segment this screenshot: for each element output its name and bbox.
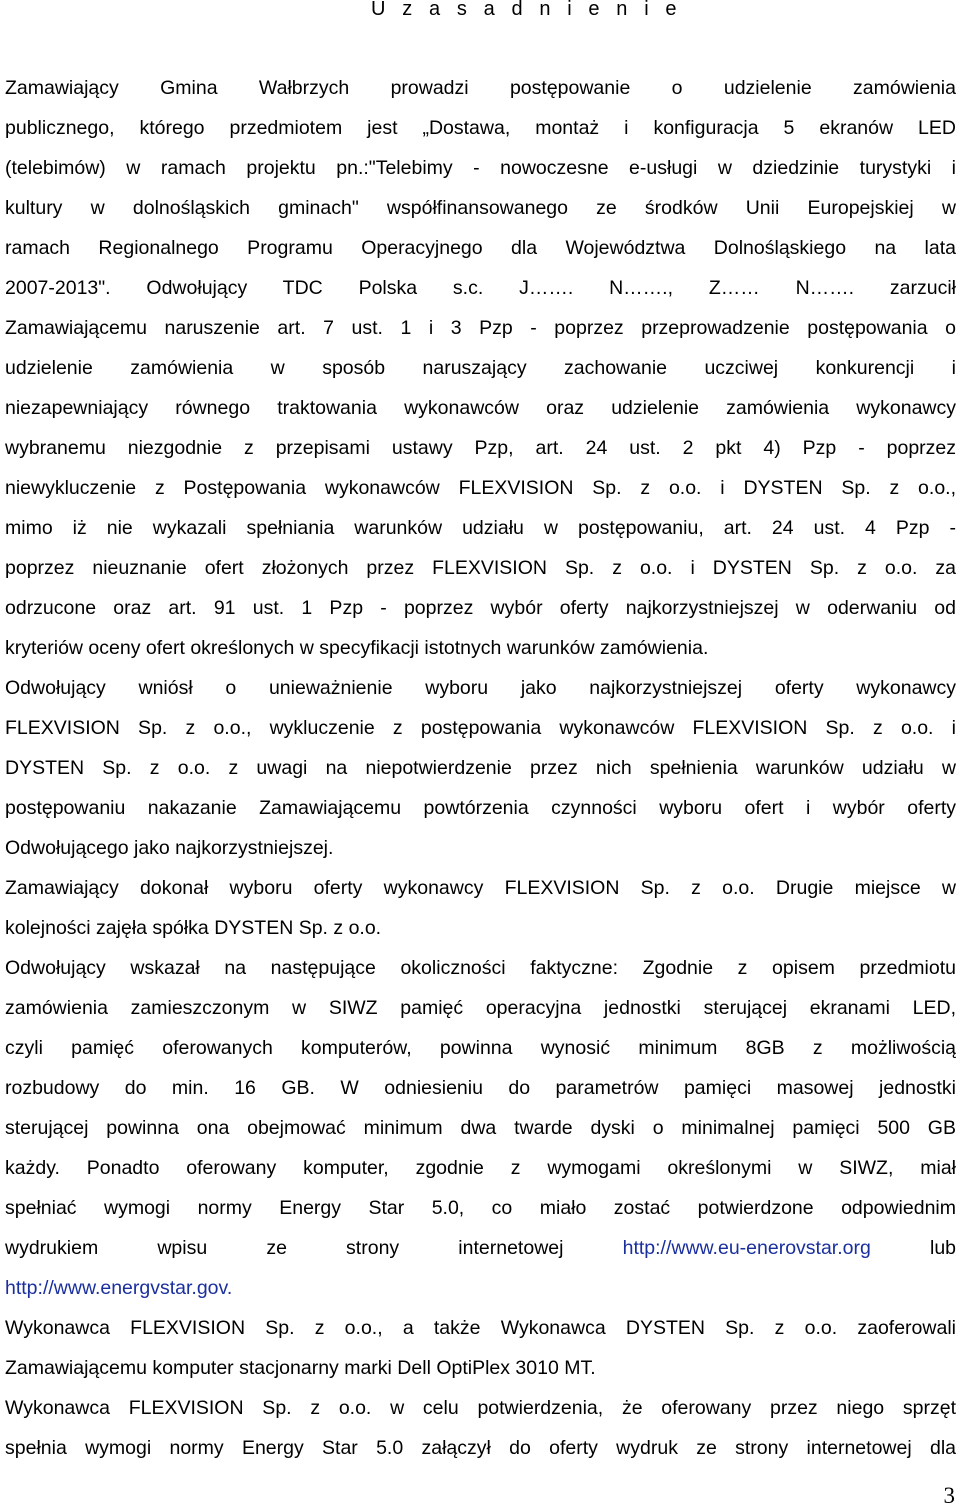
paragraph-line: spełniać wymogi normy Energy Star 5.0, co miało zostać potwierdzone odpowiednim bbox=[5, 1197, 956, 1219]
paragraph-line: rozbudowy do min. 16 GB. W odniesieniu do parametrów pamięci masowej jednostki bbox=[5, 1077, 956, 1099]
paragraph-line: Odwołujący wniósł o unieważnienie wyboru jako najkorzystniejszej oferty wykonawcy bbox=[5, 677, 956, 699]
paragraph-line: wybranemu niezgodnie z przepisami ustawy Pzp, art. 24 ust. 2 pkt 4) Pzp - poprzez bbox=[5, 437, 956, 459]
paragraph-line: kolejności zajęła spółka DYSTEN Sp. z o.o. bbox=[5, 917, 382, 939]
paragraph-line: Wykonawca FLEXVISION Sp. z o.o., a także Wykonawca DYSTEN Sp. z o.o. zaoferowali bbox=[5, 1317, 956, 1339]
energy-star-gov-link[interactable]: http://www.energvstar.gov. bbox=[5, 1277, 233, 1299]
paragraph-line: zamówienia zamieszczonym w SIWZ pamięć operacyjna jednostki sterującej ekranami LED, bbox=[5, 997, 956, 1019]
paragraph-line: odrzucone oraz art. 91 ust. 1 Pzp - poprzez wybór oferty najkorzystniejszej w oderwaniu od bbox=[5, 597, 956, 619]
paragraph-line: postępowaniu nakazanie Zamawiającemu powtórzenia czynności wyboru ofert i wybór oferty bbox=[5, 797, 956, 819]
paragraph-line: Zamawiającemu naruszenie art. 7 ust. 1 i 3 Pzp - poprzez przeprowadzenie postępowania o bbox=[5, 317, 956, 339]
paragraph-line: Zamawiający Gmina Wałbrzych prowadzi postępowanie o udzielenie zamówienia bbox=[5, 77, 956, 99]
paragraph-line: Zamawiający dokonał wyboru oferty wykonawcy FLEXVISION Sp. z o.o. Drugie miejsce w bbox=[5, 877, 956, 899]
paragraph-line: kultury w dolnośląskich gminach" współfinansowanego ze środków Unii Europejskiej w bbox=[5, 197, 956, 219]
line-text: lub bbox=[929, 1237, 956, 1259]
page-number: 3 bbox=[943, 1483, 955, 1508]
paragraph-line: niezapewniający równego traktowania wykonawców oraz udzielenie zamówienia wykonawcy bbox=[5, 397, 956, 419]
line-text: wydrukiem wpisu ze strony internetowej bbox=[5, 1237, 564, 1259]
paragraph-line: (telebimów) w ramach projektu pn.:"Telebimy - nowoczesne e-usługi w dziedzinie turystyki i bbox=[5, 157, 956, 179]
paragraph-line: sterującej powinna ona obejmować minimum dwa twarde dyski o minimalnej pamięci 500 GB bbox=[5, 1117, 956, 1139]
paragraph-line: FLEXVISION Sp. z o.o., wykluczenie z postępowania wykonawców FLEXVISION Sp. z o.o. i bbox=[5, 717, 956, 739]
paragraph-line: DYSTEN Sp. z o.o. z uwagi na niepotwierdzenie przez nich spełnienia warunków udziału w bbox=[5, 757, 956, 779]
document-heading: U z a s a d n i e n i e bbox=[371, 0, 683, 20]
paragraph-line: spełnia wymogi normy Energy Star 5.0 załączył do oferty wydruk ze strony internetowej dla bbox=[5, 1437, 956, 1459]
paragraph-line: Odwołujący wskazał na następujące okoliczności faktyczne: Zgodnie z opisem przedmiotu bbox=[5, 957, 956, 979]
paragraph-line: mimo iż nie wykazali spełniania warunków udziału w postępowaniu, art. 24 ust. 4 Pzp - bbox=[5, 517, 956, 539]
paragraph-line: udzielenie zamówienia w sposób naruszający zachowanie uczciwej konkurencji i bbox=[5, 357, 956, 379]
paragraph-line: Odwołującego jako najkorzystniejszej. bbox=[5, 837, 334, 859]
paragraph-line bbox=[5, 1275, 956, 1301]
energy-star-eu-link[interactable]: http://www.eu-enerovstar.org bbox=[622, 1237, 871, 1259]
paragraph-line: czyli pamięć oferowanych komputerów, powinna wynosić minimum 8GB z możliwością bbox=[5, 1037, 956, 1059]
paragraph-line bbox=[5, 1235, 956, 1261]
paragraph-line: 2007-2013". Odwołujący TDC Polska s.c. J……. N……., Z…… N……. zarzucił bbox=[5, 277, 956, 299]
paragraph-line: kryteriów oceny ofert określonych w specyfikacji istotnych warunków zamówienia. bbox=[5, 637, 709, 659]
paragraph-line: ramach Regionalnego Programu Operacyjnego dla Województwa Dolnośląskiego na lata bbox=[5, 237, 956, 259]
paragraph-line: poprzez nieuznanie ofert złożonych przez FLEXVISION Sp. z o.o. i DYSTEN Sp. z o.o. za bbox=[5, 557, 956, 579]
paragraph-line: publicznego, którego przedmiotem jest „Dostawa, montaż i konfiguracja 5 ekranów LED bbox=[5, 117, 956, 139]
paragraph-line: każdy. Ponadto oferowany komputer, zgodnie z wymogami określonymi w SIWZ, miał bbox=[5, 1157, 956, 1179]
paragraph-line: Wykonawca FLEXVISION Sp. z o.o. w celu potwierdzenia, że oferowany przez niego sprzęt bbox=[5, 1397, 956, 1419]
paragraph-line: niewykluczenie z Postępowania wykonawców FLEXVISION Sp. z o.o. i DYSTEN Sp. z o.o., bbox=[5, 477, 956, 499]
paragraph-line: Zamawiającemu komputer stacjonarny marki Dell OptiPlex 3010 MT. bbox=[5, 1357, 596, 1379]
